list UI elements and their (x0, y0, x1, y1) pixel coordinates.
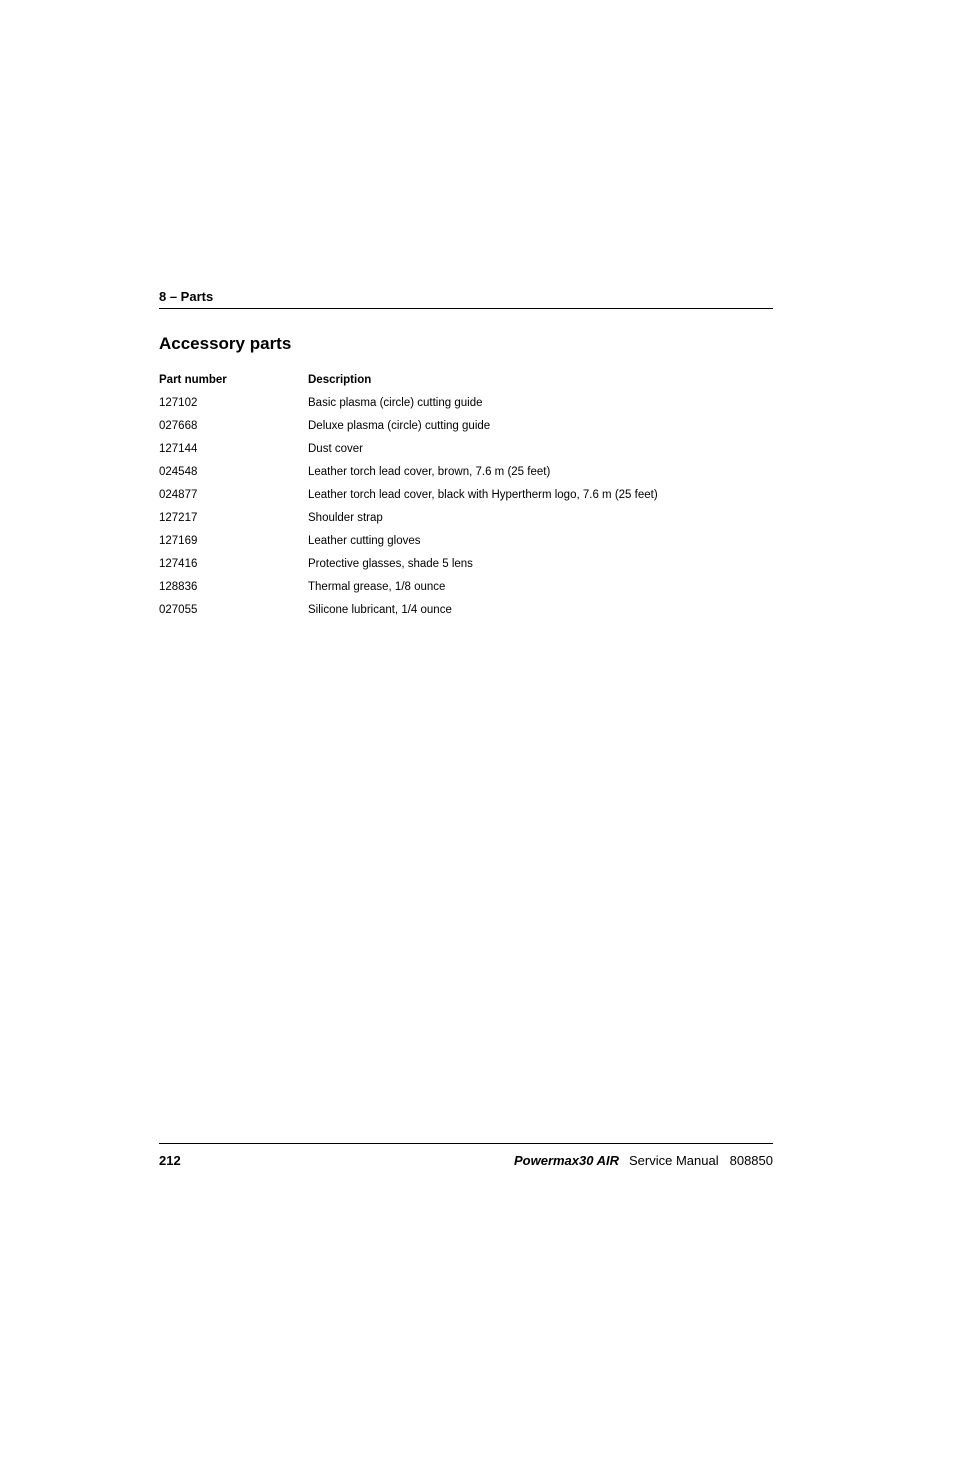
description-cell: Leather torch lead cover, black with Hypertherm logo, 7.6 m (25 feet) (308, 489, 658, 501)
table-row (159, 579, 773, 602)
part-number-cell: 024548 (159, 466, 198, 478)
description-cell: Leather torch lead cover, brown, 7.6 m (25 feet) (308, 466, 551, 478)
page-footer (159, 1143, 773, 1172)
part-number-cell: 128836 (159, 581, 198, 593)
part-number-cell: 127144 (159, 443, 198, 455)
description-cell: Dust cover (308, 443, 363, 455)
table-row (159, 395, 773, 418)
part-number-cell: 127217 (159, 512, 198, 524)
part-number-cell: 024877 (159, 489, 198, 501)
page-number: 212 (159, 1153, 181, 1168)
part-number-cell: 027055 (159, 604, 198, 616)
document-type: Service Manual (629, 1153, 719, 1168)
page-header (159, 288, 773, 309)
column-header-part-number: Part number (159, 374, 227, 386)
description-cell: Silicone lubricant, 1/4 ounce (308, 604, 452, 616)
part-number-cell: 027668 (159, 420, 198, 432)
chapter-label: 8 – Parts (159, 289, 214, 304)
table-row (159, 441, 773, 464)
part-number-cell: 127169 (159, 535, 198, 547)
product-name: Powermax30 AIR (513, 1153, 619, 1168)
parts-table (159, 372, 773, 625)
section-title: Accessory parts (159, 334, 292, 353)
table-row (159, 464, 773, 487)
part-number-cell: 127102 (159, 397, 198, 409)
description-cell: Basic plasma (circle) cutting guide (308, 397, 483, 409)
description-cell: Shoulder strap (308, 512, 383, 524)
table-row (159, 533, 773, 556)
column-header-description: Description (308, 374, 372, 386)
table-row (159, 487, 773, 510)
table-header-row (159, 372, 773, 395)
part-number-cell: 127416 (159, 558, 198, 570)
table-row (159, 418, 773, 441)
description-cell: Thermal grease, 1/8 ounce (308, 581, 446, 593)
table-row (159, 510, 773, 533)
document-number: 808850 (729, 1153, 773, 1168)
footer-document-info (514, 1153, 773, 1168)
description-cell: Protective glasses, shade 5 lens (308, 558, 473, 570)
table-row (159, 556, 773, 579)
description-cell: Leather cutting gloves (308, 535, 421, 547)
table-row (159, 602, 773, 625)
description-cell: Deluxe plasma (circle) cutting guide (308, 420, 491, 432)
